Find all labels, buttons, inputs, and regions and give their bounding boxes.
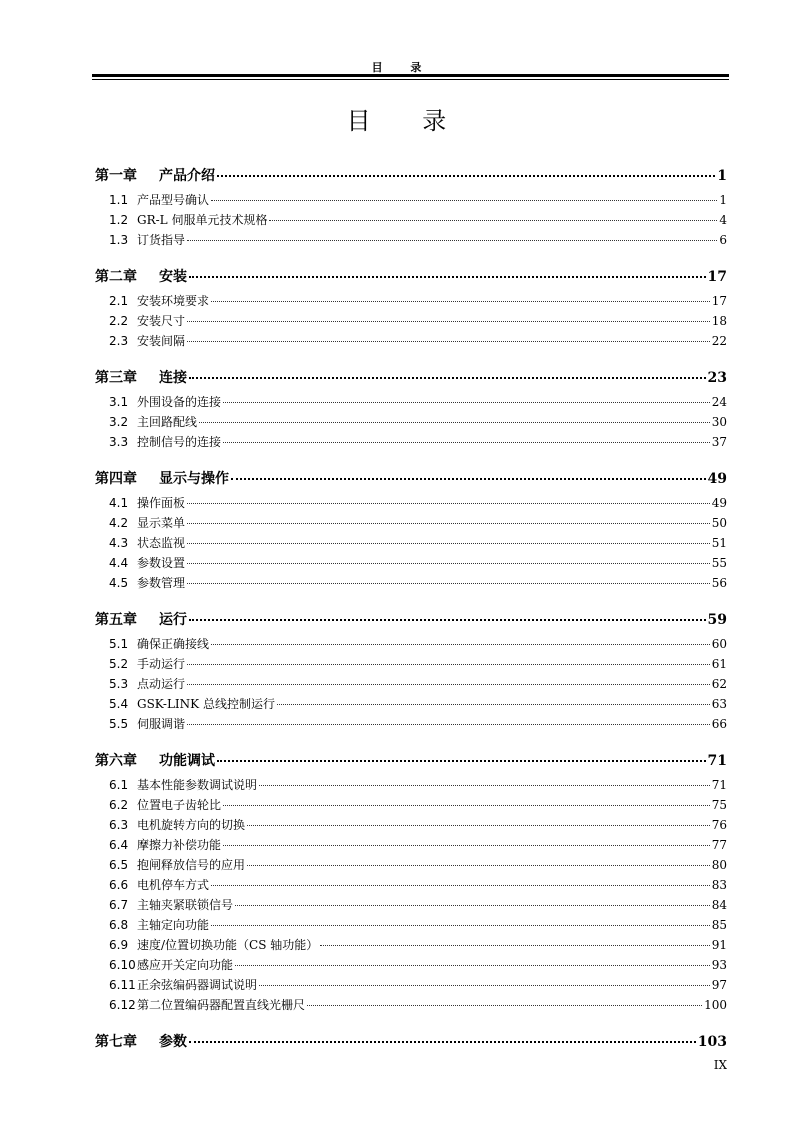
- toc-dot-leader: [247, 865, 710, 866]
- toc-entry-title: 电机旋转方向的切换: [137, 818, 246, 832]
- toc-section-entry[interactable]: [109, 996, 727, 1013]
- toc-entry-title: 电机停车方式: [137, 878, 210, 892]
- toc-entry-title: 手动运行: [137, 657, 186, 671]
- toc-entry-page: 77: [711, 838, 727, 852]
- toc-dot-leader: [187, 583, 710, 584]
- toc-dot-leader: [217, 175, 715, 177]
- toc-entry-number: 4.1: [109, 496, 129, 510]
- toc-chapter-entry[interactable]: [95, 750, 727, 770]
- toc-section-entry[interactable]: [109, 413, 727, 430]
- toc-entry-number: 6.7: [109, 898, 129, 912]
- toc-dot-leader: [189, 1041, 696, 1043]
- toc-section-entry[interactable]: [109, 534, 727, 551]
- toc-entry-title: 参数设置: [137, 556, 186, 570]
- toc-section-entry[interactable]: [109, 976, 727, 993]
- toc-entry-page: 49: [711, 496, 727, 510]
- toc-dot-leader: [259, 785, 710, 786]
- toc-entry-page: 1: [717, 168, 727, 184]
- toc-dot-leader: [223, 402, 710, 403]
- toc-entry-title: GSK-LINK 总线控制运行: [137, 697, 275, 711]
- toc-entry-page: 56: [711, 576, 727, 590]
- toc-entry-title: 位置电子齿轮比: [137, 798, 222, 812]
- toc-entry-page: 84: [711, 898, 727, 912]
- toc-entry-number: 6.2: [109, 798, 129, 812]
- toc-entry-number: 3.3: [109, 435, 129, 449]
- toc-entry-page: 85: [711, 918, 727, 932]
- toc-entry-page: 24: [711, 395, 727, 409]
- toc-entry-page: 61: [711, 657, 727, 671]
- toc-entry-page: 83: [711, 878, 727, 892]
- toc-entry-page: 62: [711, 677, 727, 691]
- toc-entry-number: 5.2: [109, 657, 129, 671]
- toc-entry-number: 6.1: [109, 778, 129, 792]
- toc-section-entry[interactable]: [109, 876, 727, 893]
- toc-entry-page: 76: [711, 818, 727, 832]
- toc-entry-number: 第七章: [95, 1034, 137, 1050]
- toc-entry-page: 66: [711, 717, 727, 731]
- toc-section-entry[interactable]: [109, 655, 727, 672]
- toc-entry-title: 订货指导: [137, 233, 186, 247]
- toc-entry-number: 5.4: [109, 697, 129, 711]
- toc-entry-page: 100: [704, 998, 727, 1012]
- toc-section-entry[interactable]: [109, 191, 727, 208]
- toc-entry-title: 安装尺寸: [137, 314, 186, 328]
- toc-section-entry[interactable]: [109, 896, 727, 913]
- toc-entry-title: 正余弦编码器调试说明: [137, 978, 258, 992]
- toc-entry-title: 点动运行: [137, 677, 186, 691]
- toc-entry-number: 第三章: [95, 370, 137, 386]
- toc-entry-number: 3.1: [109, 395, 129, 409]
- toc-entry-page: 37: [711, 435, 727, 449]
- toc-section-entry[interactable]: [109, 715, 727, 732]
- toc-entry-title: 产品型号确认: [137, 193, 210, 207]
- toc-dot-leader: [189, 276, 706, 278]
- toc-entry-number: 6.12: [109, 998, 136, 1012]
- toc-dot-leader: [320, 945, 709, 946]
- toc-section-entry[interactable]: [109, 393, 727, 410]
- toc-entry-number: 5.3: [109, 677, 129, 691]
- toc-dot-leader: [235, 965, 710, 966]
- toc-entry-page: 97: [711, 978, 727, 992]
- toc-entry-title: 运行: [159, 612, 187, 628]
- page-number: IX: [713, 1058, 727, 1072]
- toc-entry-number: 2.1: [109, 294, 129, 308]
- toc-dot-leader: [231, 478, 706, 480]
- toc-entry-title: 感应开关定向功能: [137, 958, 234, 972]
- toc-entry-title: GR-L 伺服单元技术规格: [137, 213, 268, 227]
- toc-dot-leader: [247, 825, 710, 826]
- toc-entry-title: 摩擦力补偿功能: [137, 838, 222, 852]
- toc-entry-page: 75: [711, 798, 727, 812]
- toc-dot-leader: [223, 442, 710, 443]
- toc-section-entry[interactable]: [109, 856, 727, 873]
- toc-section-entry[interactable]: [109, 574, 727, 591]
- toc-entry-title: 外围设备的连接: [137, 395, 222, 409]
- toc-entry-page: 80: [711, 858, 727, 872]
- toc-entry-page: 103: [697, 1034, 727, 1050]
- toc-entry-title: 主回路配线: [137, 415, 198, 429]
- toc-entry-page: 30: [711, 415, 727, 429]
- toc-chapter-entry[interactable]: [95, 367, 727, 387]
- toc-dot-leader: [211, 301, 710, 302]
- toc-entry-title: 速度/位置切换功能（CS 轴功能）: [137, 938, 319, 952]
- toc-section-entry[interactable]: [109, 635, 727, 652]
- toc-entry-number: 1.1: [109, 193, 129, 207]
- toc-entry-page: 6: [719, 233, 727, 247]
- toc-dot-leader: [187, 664, 710, 665]
- toc-entry-number: 6.3: [109, 818, 129, 832]
- toc-entry-page: 17: [707, 269, 727, 285]
- toc-dot-leader: [187, 503, 710, 504]
- toc-section-entry[interactable]: [109, 956, 727, 973]
- toc-section-entry[interactable]: [109, 231, 727, 248]
- toc-entry-page: 4: [719, 213, 727, 227]
- toc-entry-title: 伺服调谐: [137, 717, 186, 731]
- toc-section-entry[interactable]: [109, 312, 727, 329]
- toc-entry-title: 操作面板: [137, 496, 186, 510]
- toc-chapter-entry[interactable]: [95, 165, 727, 185]
- toc-entry-title: 安装: [159, 269, 187, 285]
- toc-entry-number: 4.4: [109, 556, 129, 570]
- toc-section-entry[interactable]: [109, 211, 727, 228]
- toc-entry-page: 1: [719, 193, 727, 207]
- toc-entry-page: 22: [711, 334, 727, 348]
- toc-entry-page: 51: [711, 536, 727, 550]
- toc-entry-title: 显示与操作: [159, 471, 229, 487]
- toc-entry-title: 显示菜单: [137, 516, 186, 530]
- toc-dot-leader: [187, 240, 717, 241]
- toc-entry-title: 主轴定向功能: [137, 918, 210, 932]
- toc-entry-number: 4.2: [109, 516, 129, 530]
- toc-dot-leader: [217, 760, 706, 762]
- toc-entry-page: 91: [711, 938, 727, 952]
- toc-section-entry[interactable]: [109, 514, 727, 531]
- toc-section-entry[interactable]: [109, 332, 727, 349]
- toc-entry-page: 71: [707, 753, 727, 769]
- toc-dot-leader: [211, 644, 710, 645]
- toc-entry-number: 5.5: [109, 717, 129, 731]
- toc-entry-title: 参数: [159, 1034, 187, 1050]
- toc-dot-leader: [187, 341, 710, 342]
- toc-entry-number: 6.8: [109, 918, 129, 932]
- toc-entry-number: 6.5: [109, 858, 129, 872]
- toc-dot-leader: [211, 200, 717, 201]
- toc-entry-title: 参数管理: [137, 576, 186, 590]
- toc-section-entry[interactable]: [109, 776, 727, 793]
- toc-chapter-entry[interactable]: [95, 1031, 727, 1051]
- toc-entry-number: 3.2: [109, 415, 129, 429]
- toc-dot-leader: [189, 377, 706, 379]
- toc-entry-number: 5.1: [109, 637, 129, 651]
- toc-entry-title: 确保正确接线: [137, 637, 210, 651]
- toc-entry-number: 2.2: [109, 314, 129, 328]
- toc-entry-page: 18: [711, 314, 727, 328]
- running-head: 目 录: [371, 61, 434, 74]
- toc-entry-number: 2.3: [109, 334, 129, 348]
- toc-dot-leader: [199, 422, 710, 423]
- toc-entry-title: 抱闸释放信号的应用: [137, 858, 246, 872]
- toc-chapter-entry[interactable]: [95, 468, 727, 488]
- toc-dot-leader: [277, 704, 710, 705]
- toc-entry-number: 6.6: [109, 878, 129, 892]
- toc-entry-page: 71: [711, 778, 727, 792]
- toc-chapter-entry[interactable]: [95, 266, 727, 286]
- toc-entry-title: 主轴夹紧联锁信号: [137, 898, 234, 912]
- toc-dot-leader: [223, 845, 710, 846]
- toc-entry-page: 59: [707, 612, 727, 628]
- toc-entry-page: 17: [711, 294, 727, 308]
- toc-entry-title: 连接: [159, 370, 187, 386]
- toc-entry-page: 55: [711, 556, 727, 570]
- toc-section-entry[interactable]: [109, 816, 727, 833]
- toc-entry-title: 安装环境要求: [137, 294, 210, 308]
- toc-entry-number: 第一章: [95, 168, 137, 184]
- toc-dot-leader: [269, 220, 717, 221]
- toc-entry-page: 93: [711, 958, 727, 972]
- toc-dot-leader: [187, 321, 710, 322]
- toc-dot-leader: [211, 885, 710, 886]
- toc-entry-number: 4.5: [109, 576, 129, 590]
- toc-entry-title: 基本性能参数调试说明: [137, 778, 258, 792]
- toc-entry-title: 安装间隔: [137, 334, 186, 348]
- toc-section-entry[interactable]: [109, 433, 727, 450]
- toc-section-entry[interactable]: [109, 695, 727, 712]
- toc-section-entry[interactable]: [109, 675, 727, 692]
- toc-entry-number: 1.3: [109, 233, 129, 247]
- toc-dot-leader: [187, 543, 710, 544]
- toc-entry-number: 第五章: [95, 612, 137, 628]
- toc-dot-leader: [187, 684, 710, 685]
- toc-entry-page: 63: [711, 697, 727, 711]
- toc-section-entry[interactable]: [109, 936, 727, 953]
- toc-entry-number: 第二章: [95, 269, 137, 285]
- toc-section-entry[interactable]: [109, 494, 727, 511]
- toc-entry-number: 6.11: [109, 978, 136, 992]
- toc-dot-leader: [223, 805, 710, 806]
- toc-entry-page: 50: [711, 516, 727, 530]
- toc-entry-title: 产品介绍: [159, 168, 215, 184]
- toc-entry-number: 1.2: [109, 213, 129, 227]
- toc-entry-title: 状态监视: [137, 536, 186, 550]
- toc-entry-number: 6.9: [109, 938, 129, 952]
- toc-dot-leader: [235, 905, 710, 906]
- toc-section-entry[interactable]: [109, 554, 727, 571]
- toc-entry-number: 6.10: [109, 958, 136, 972]
- toc-entry-title: 功能调试: [159, 753, 215, 769]
- page-title: 目 录: [346, 107, 469, 135]
- toc-dot-leader: [187, 724, 710, 725]
- toc-dot-leader: [187, 523, 710, 524]
- toc-entry-number: 6.4: [109, 838, 129, 852]
- toc-section-entry[interactable]: [109, 796, 727, 813]
- toc-entry-title: 控制信号的连接: [137, 435, 222, 449]
- toc-entry-number: 第六章: [95, 753, 137, 769]
- toc-entry-page: 49: [707, 471, 727, 487]
- toc-entry-page: 60: [711, 637, 727, 651]
- toc-section-entry[interactable]: [109, 292, 727, 309]
- toc-entry-number: 4.3: [109, 536, 129, 550]
- toc-section-entry[interactable]: [109, 836, 727, 853]
- toc-dot-leader: [187, 563, 710, 564]
- toc-chapter-entry[interactable]: [95, 609, 727, 629]
- toc-dot-leader: [259, 985, 710, 986]
- toc-entry-page: 23: [707, 370, 727, 386]
- toc-dot-leader: [189, 619, 706, 621]
- toc-section-entry[interactable]: [109, 916, 727, 933]
- toc-entry-number: 第四章: [95, 471, 137, 487]
- toc-dot-leader: [307, 1005, 702, 1006]
- toc-entry-title: 第二位置编码器配置直线光栅尺: [137, 998, 306, 1012]
- toc-dot-leader: [211, 925, 710, 926]
